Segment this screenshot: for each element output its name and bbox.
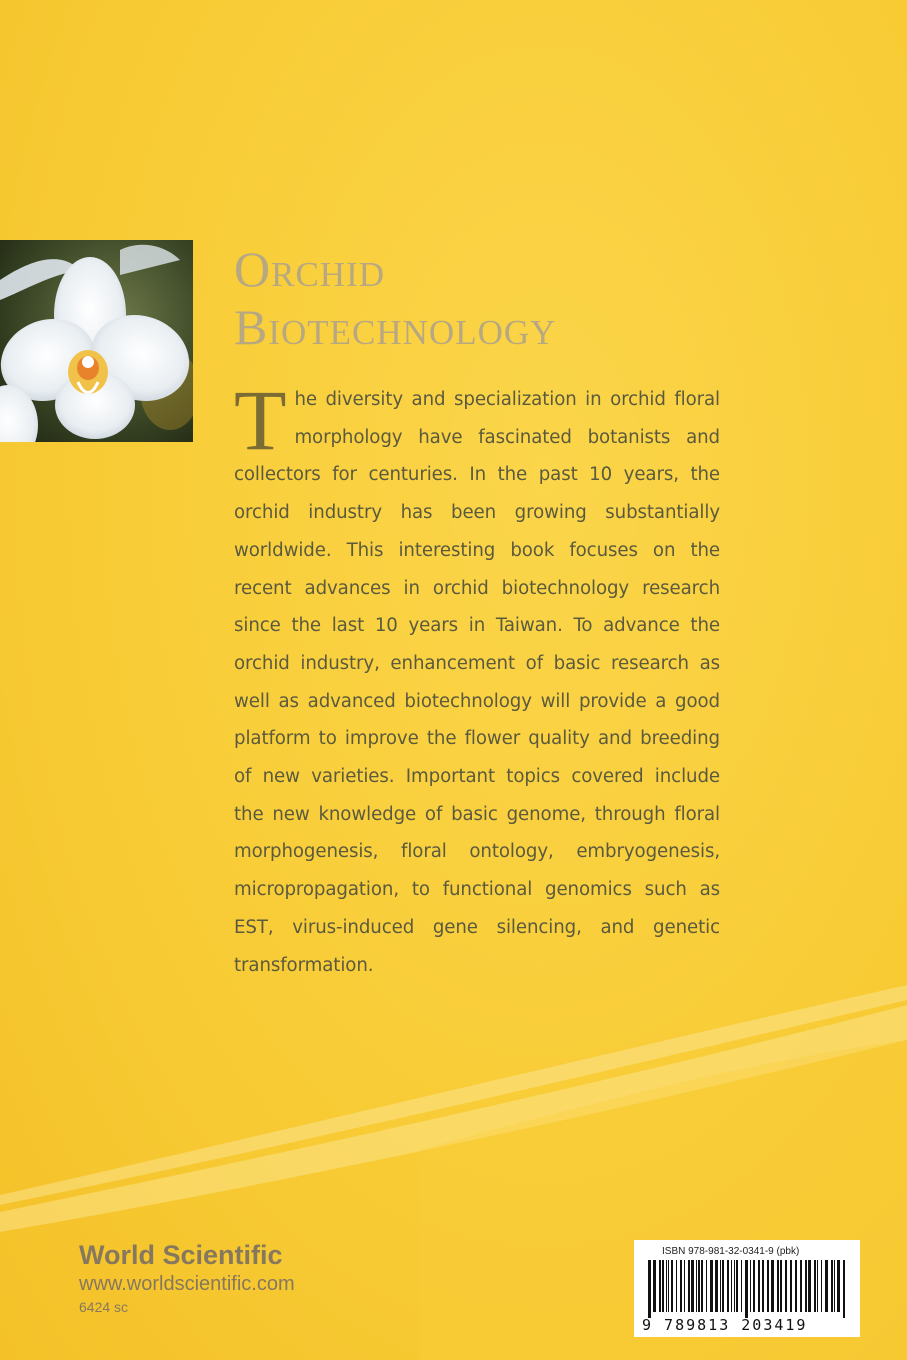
isbn-label: ISBN 978-981-32-0341-9 (pbk) xyxy=(662,1246,800,1257)
orchid-photo xyxy=(0,240,193,442)
publisher-url: www.worldscientific.com xyxy=(79,1273,295,1295)
publisher-block xyxy=(79,1239,295,1317)
publisher-code: 6424 sc xyxy=(79,1299,129,1315)
barcode-bars-icon xyxy=(642,1260,852,1318)
orchid-flower-icon xyxy=(0,240,193,442)
isbn-barcode xyxy=(634,1240,860,1337)
book-title xyxy=(234,240,794,356)
book-title-line2: Biotechnology xyxy=(234,299,557,355)
barcode-digits: 9 789813 203419 xyxy=(642,1316,808,1334)
book-title-line1: Orchid xyxy=(234,241,386,297)
book-description xyxy=(234,372,720,984)
publisher-name: World Scientific xyxy=(79,1240,283,1270)
book-description-text: he diversity and specialization in orchid floral morphology have fascinated botanists and collectors for centuries. In the past 10 years, the orchid industry has been growing substantially worldwide. This interesting book focuses on the recent advances in orchid biotechnology research since the last 10 years in Taiwan. To advance the orchid industry, enhancement of basic research as well as advanced biotechnology will provide a good platform to improve the flower quality and breeding of new varieties. Important topics covered include the new knowledge of basic genome, through floral morphogenesis, floral ontology, embryogenesis, micropropagation, to functional genomics such as EST, virus-induced gene silencing, and genetic transformation. xyxy=(234,389,720,976)
drop-cap-letter: T xyxy=(234,372,287,468)
